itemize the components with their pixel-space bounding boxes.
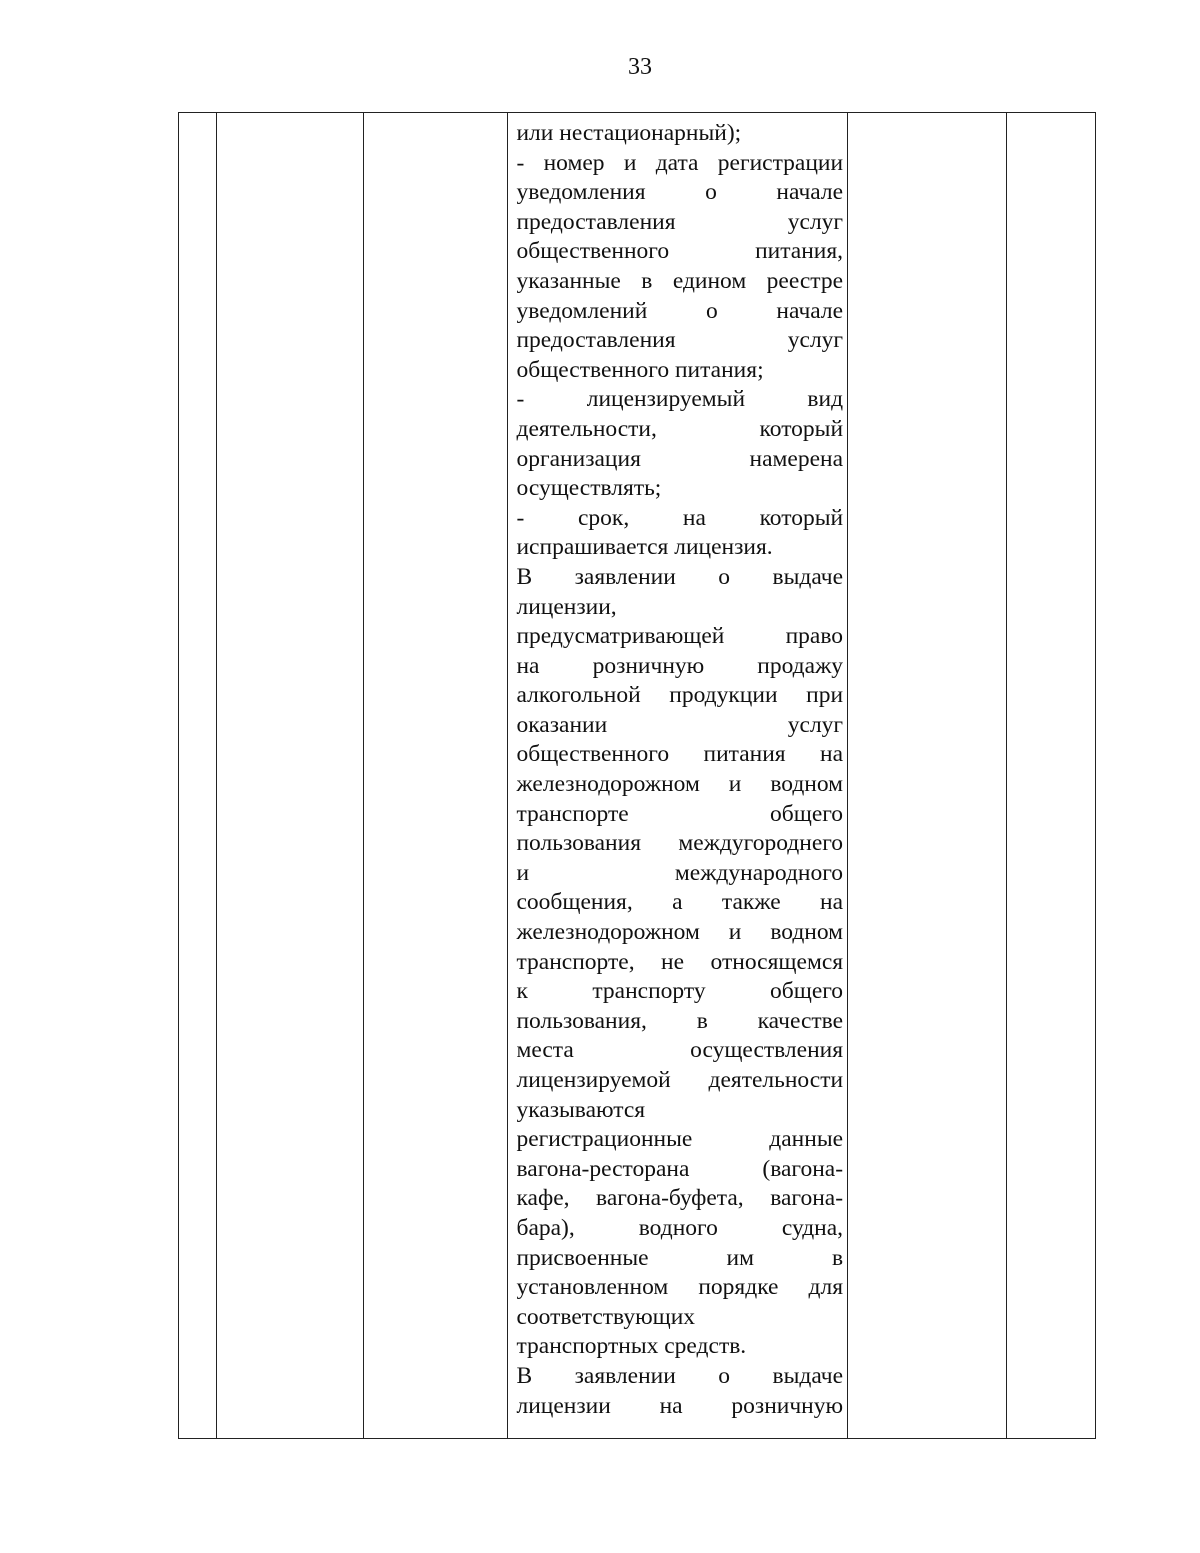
description-line: регистрационные данные bbox=[516, 1126, 844, 1153]
description-line: предоставления услуг bbox=[516, 208, 844, 235]
description-line: лицензии, bbox=[516, 593, 617, 620]
description-line: вагона-ресторана (вагона- bbox=[516, 1155, 844, 1182]
description-line: предусматривающей право bbox=[516, 623, 844, 650]
description-line: общественного питания на bbox=[516, 741, 844, 768]
description-line: деятельности, который bbox=[516, 415, 844, 442]
description-line: пользования междугороднего bbox=[516, 830, 844, 857]
description-line: общественного питания; bbox=[516, 356, 764, 383]
description-line: установленном порядке для bbox=[516, 1274, 844, 1301]
description-line: бара), водного судна, bbox=[516, 1214, 844, 1241]
description-line: уведомления о начале bbox=[516, 179, 844, 206]
description-text bbox=[508, 113, 847, 1421]
description-line: алкогольной продукции при bbox=[516, 682, 844, 709]
description-line: - номер и дата регистрации bbox=[516, 149, 844, 176]
description-line: предоставления услуг bbox=[516, 327, 844, 354]
table-cell-number bbox=[179, 113, 217, 1439]
description-line: оказании услуг bbox=[516, 711, 844, 738]
description-line: - лицензируемый вид bbox=[516, 386, 844, 413]
description-line: организация намерена bbox=[516, 445, 844, 472]
description-line: железнодорожном и водном bbox=[516, 919, 844, 946]
description-line: места осуществления bbox=[516, 1037, 844, 1064]
description-line: указанные в едином реестре bbox=[516, 267, 844, 294]
description-line: кафе, вагона-буфета, вагона- bbox=[516, 1185, 844, 1212]
description-line: общественного питания, bbox=[516, 238, 844, 265]
table-cell-extra bbox=[848, 113, 1007, 1439]
table-row bbox=[179, 113, 1096, 1439]
description-line: соответствующих bbox=[516, 1303, 696, 1330]
description-line: и международного bbox=[516, 859, 844, 886]
description-line: лицензируемой деятельности bbox=[516, 1067, 844, 1093]
page-number: 33 bbox=[628, 54, 652, 80]
description-line: пользования, в качестве bbox=[516, 1007, 844, 1034]
description-line: испрашивается лицензия. bbox=[516, 534, 773, 561]
description-line: уведомлений о начале bbox=[516, 297, 844, 324]
document-table bbox=[178, 112, 1096, 1439]
description-line: транспорте общего bbox=[516, 800, 844, 827]
description-line: В заявлении о выдаче bbox=[516, 563, 844, 590]
description-line: железнодорожном и водном bbox=[516, 771, 844, 798]
description-line: В заявлении о выдаче bbox=[516, 1362, 844, 1389]
description-line: или нестационарный); bbox=[516, 120, 742, 146]
description-line: на розничную продажу bbox=[516, 652, 844, 679]
description-line: - срок, на который bbox=[516, 504, 844, 531]
description-line: осуществлять; bbox=[516, 475, 662, 502]
description-line: транспорте, не относящемся bbox=[516, 948, 844, 975]
table-cell-note bbox=[1007, 113, 1096, 1439]
table-cell-basis bbox=[364, 113, 508, 1439]
table-cell-description bbox=[508, 113, 848, 1439]
description-line: присвоенные им в bbox=[516, 1244, 844, 1271]
table-cell-name bbox=[217, 113, 364, 1439]
description-line: транспортных средств. bbox=[516, 1333, 747, 1360]
description-line: сообщения, а также на bbox=[516, 889, 844, 916]
description-line: указываются bbox=[516, 1096, 646, 1123]
description-line: к транспорту общего bbox=[516, 978, 844, 1005]
description-line: лицензии на розничную bbox=[516, 1392, 844, 1419]
